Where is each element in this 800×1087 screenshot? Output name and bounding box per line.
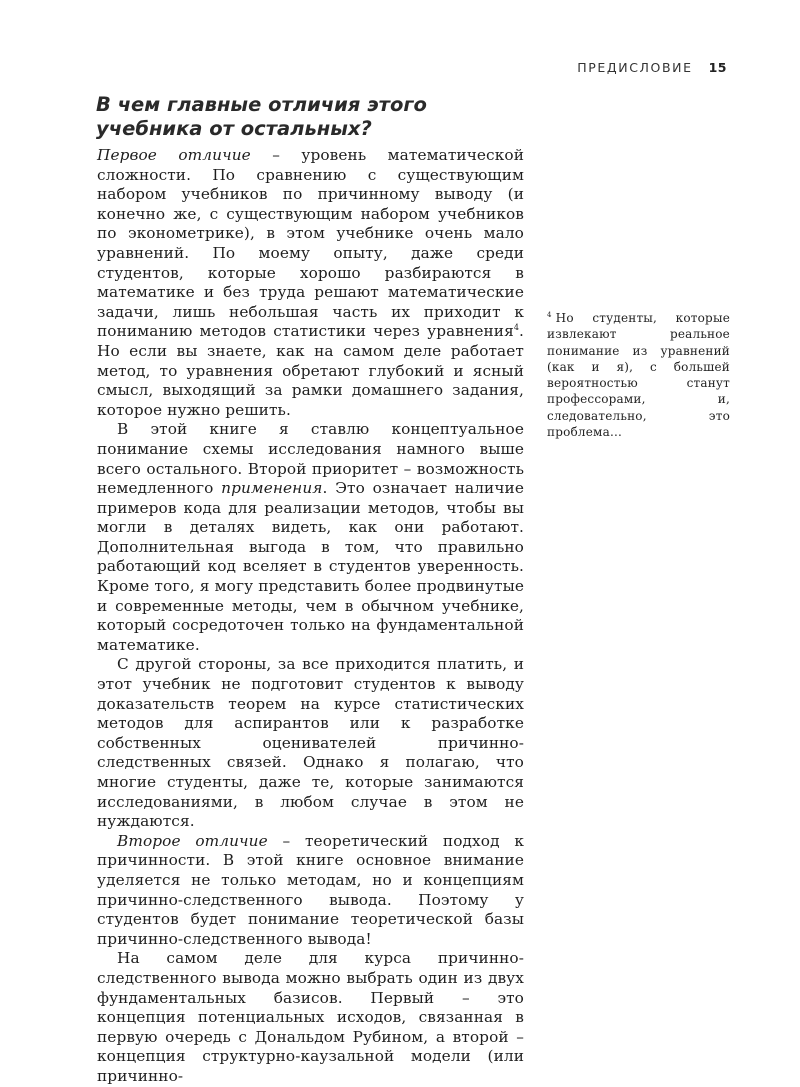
- footnote-4: [547, 310, 730, 440]
- emphasis-application: применения: [221, 479, 323, 498]
- paragraph-1: Первое отличие – уровень математической сложности. По сравнению с существующим набором учебников по причинному выводу (и конечно же, с существующим набором учебников по эконометрике), в этом учебнике очень мало уравнений. По моему опыту, даже среди студентов, которые хорошо разбираются в математике и без труда решают математические задачи, лишь небольшая часть их приходит к пониманию методов статистики через уравнения$^4$. Но если вы знаете, как на самом деле работает метод, то уравнения обретают глубокий и ясный смысл, выходящий за рамки домашнего задания, которое нужно решить.: [97, 146, 524, 419]
- body-text: [97, 146, 524, 1087]
- paragraph-4: Второе отличие – теоретический подход к причинности. В этой книге основное внимание уделяется не только методам, но и концепциям причинно-следственного вывода. Поэтому у студентов будет понимание теоретической базы причинно-следственного вывода!: [97, 831, 525, 948]
- section-heading: В чем главные отличия этого учебника от остальных?: [96, 93, 427, 140]
- footnote-text: Но студенты, которые извлекают реальное понимание из уравнений (как и я), с большей вероятностью станут профессорами, и, следовательно, это проблема...: [547, 311, 730, 440]
- section-title: ПРЕДИСЛОВИЕ: [577, 60, 693, 75]
- running-header: [577, 60, 727, 75]
- page-number: 15: [708, 60, 727, 75]
- paragraph-3: С другой стороны, за все приходится платить, и этот учебник не подготовит студентов к выводу доказательств теорем на курсе статистических методов для аспирантов или к разработке собственных оценивателей причинно-следственных связей. Однако я полагаю, что многие студенты, даже те, которые занимаются исследованиями, в любом случае в этом не нуждаются.: [97, 655, 524, 831]
- footnote-ref[interactable]: 4: [513, 323, 520, 333]
- paragraph-5: На самом деле для курса причинно-следственного вывода можно выбрать один из двух фундаментальных базисов. Первый – это концепция потенциальных исходов, связанная в первую очередь с Дональдом Рубином, а второй – концепция структурно-каузальной модели (или причинно-: [97, 949, 524, 1085]
- paragraph-2: В этой книге я ставлю концептуальное понимание схемы исследования намного выше всего остального. Второй приоритет – возможность немедленного применения. Это означает наличие примеров кода для реализации методов, чтобы вы могли в деталях видеть, как они работают. Дополнительная выгода в том, что правильно работающий код вселяет в студентов уверенность. Кроме того, я могу представить более продвинутые и современные методы, чем в обычном учебнике, который сосредоточен только на фундаментальной математике.: [97, 420, 525, 654]
- emphasis-first-difference: Первое отличие: [97, 146, 251, 164]
- footnote-number: 4: [547, 311, 552, 319]
- emphasis-second-difference: Второе отличие: [117, 831, 268, 850]
